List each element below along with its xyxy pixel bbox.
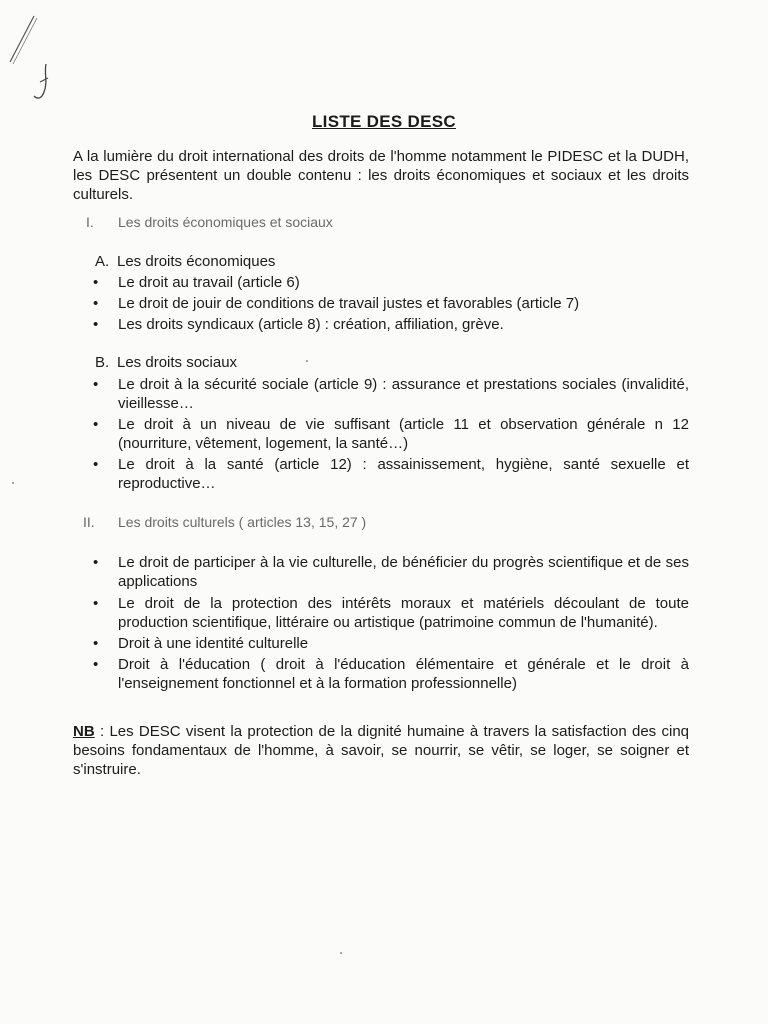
nb-note bbox=[73, 722, 689, 779]
bullet-icon: • bbox=[93, 376, 99, 393]
bullet-icon: • bbox=[93, 656, 99, 673]
list-item-text: Le droit au travail (article 6) bbox=[118, 274, 300, 291]
list-item-text: Le droit à un niveau de vie suffisant (article 11 et observation générale n 12 (nourriture, vêtement, logement, la santé…) bbox=[118, 416, 689, 452]
bullet-icon: • bbox=[93, 456, 99, 473]
list-item-text: Droit à l'éducation ( droit à l'éducation élémentaire et générale et le droit à l'enseignement fonctionnel et à la formation professionnelle) bbox=[118, 656, 689, 692]
subsection-a-letter: A. bbox=[95, 253, 110, 270]
list-item bbox=[93, 415, 689, 453]
list-item bbox=[93, 273, 689, 292]
list-item bbox=[93, 553, 689, 591]
list-item-text: Le droit à la sécurité sociale (article 9) : assurance et prestations sociales (invalidité, vieillesse… bbox=[118, 376, 689, 412]
bullet-icon: • bbox=[93, 416, 99, 433]
list-item bbox=[93, 655, 689, 693]
scan-speck bbox=[306, 360, 308, 362]
bullet-icon: • bbox=[93, 316, 99, 333]
scan-speck bbox=[12, 482, 14, 484]
list-item bbox=[93, 634, 689, 653]
bullet-icon: • bbox=[93, 635, 99, 652]
bullet-icon: • bbox=[93, 595, 99, 612]
list-item bbox=[93, 594, 689, 632]
list-item bbox=[93, 294, 689, 313]
section-2-numeral: II. bbox=[83, 514, 95, 530]
list-item-text: Le droit de jouir de conditions de travail justes et favorables (article 7) bbox=[118, 295, 580, 312]
section-2-title: Les droits culturels ( articles 13, 15, 27 ) bbox=[118, 514, 367, 530]
list-item-text: Le droit de la protection des intérêts moraux et matériels découlant de toute production scientifique, littéraire ou artistique (patrimoine commun de l'humanité). bbox=[118, 595, 689, 631]
document-title: LISTE DES DESC bbox=[311, 112, 456, 131]
nb-text: : Les DESC visent la protection de la dignité humaine à travers la satisfaction des cinq besoins fondamentaux de l'homme, à savoir, se nourrir, se vêtir, se loger, se soigner et s'instruire. bbox=[73, 723, 689, 778]
list-item-text: Les droits syndicaux (article 8) : création, affiliation, grève. bbox=[118, 316, 504, 333]
section-1-title: Les droits économiques et sociaux bbox=[118, 214, 333, 230]
handwritten-annotation bbox=[4, 12, 64, 112]
subsection-a-title: Les droits économiques bbox=[117, 253, 276, 270]
list-item-text: Droit à une identité culturelle bbox=[118, 635, 309, 652]
list-item bbox=[93, 315, 689, 334]
bullet-icon: • bbox=[93, 274, 99, 291]
list-item-text: Le droit à la santé (article 12) : assainissement, hygiène, santé sexuelle et reproductive… bbox=[118, 456, 689, 492]
subsection-b-letter: B. bbox=[95, 354, 110, 371]
list-item-text: Le droit de participer à la vie culturelle, de bénéficier du progrès scientifique et de ses applications bbox=[118, 554, 689, 590]
subsection-b-title: Les droits sociaux bbox=[117, 354, 238, 371]
bullet-icon: • bbox=[93, 295, 99, 312]
section-1-numeral: I. bbox=[86, 214, 94, 230]
nb-label: NB bbox=[73, 723, 95, 740]
list-item bbox=[93, 455, 689, 493]
list-item bbox=[93, 375, 689, 413]
scan-speck bbox=[340, 952, 342, 954]
intro-paragraph: A la lumière du droit international des droits de l'homme notamment le PIDESC et la DUDH, les DESC présentent un double contenu : les droits économiques et sociaux et les droits culturels. bbox=[73, 148, 689, 203]
bullet-icon: • bbox=[93, 554, 99, 571]
